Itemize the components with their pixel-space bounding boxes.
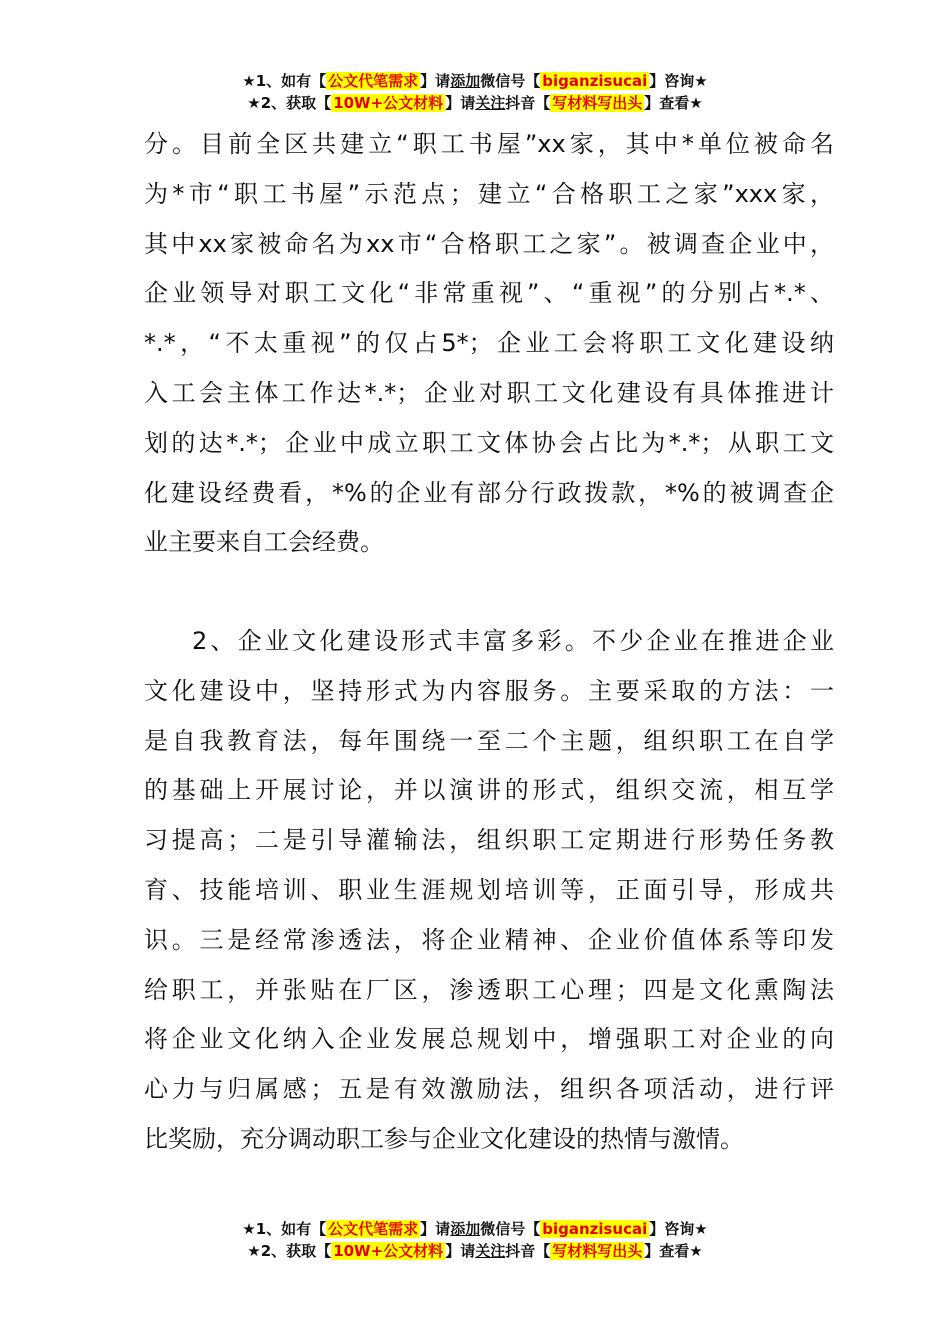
banner-text: 】请 <box>420 72 451 90</box>
text-line: 2、企业文化建设形式丰富多彩。不少企业在推进企业 <box>192 627 834 655</box>
text-line: 比奖励，充分调动职工参与企业文化建设的热情与激情。 <box>144 1124 744 1153</box>
paragraph-1 <box>144 120 834 568</box>
highlight-materials: 10W+公文材料 <box>333 94 444 112</box>
banner-text: 抖音【 <box>505 94 551 112</box>
banner-line-2 <box>0 1240 950 1262</box>
header-banner <box>0 70 950 114</box>
text-line: 的基础上开展讨论，并以演讲的形式，组织交流，相互学 <box>144 776 834 805</box>
text-line: 分。目前全区共建立“职工书屋”xx家，其中*单位被命名 <box>144 130 834 158</box>
highlight-writing-service: 公文代笔需求 <box>328 72 419 90</box>
text-line: 业主要来自工会经费。 <box>144 528 384 557</box>
banner-text: 微信号【 <box>480 72 541 90</box>
text-line: 入工会主体工作达*.*；企业对职工文化建设有具体推进计 <box>144 378 834 407</box>
banner-text: 】查看★ <box>644 1242 703 1260</box>
banner-text: 抖音【 <box>505 1242 551 1260</box>
banner-underline-text: 关注 <box>475 1242 506 1260</box>
highlight-douyin-account: 写材料写出头 <box>552 1242 643 1260</box>
banner-underline-text: 添加 <box>450 72 481 90</box>
highlight-writing-service: 公文代笔需求 <box>328 1220 419 1238</box>
highlight-wechat-id: biganzisucai <box>542 72 648 90</box>
highlight-materials: 10W+公文材料 <box>333 1242 444 1260</box>
banner-text: ★1、如有【 <box>242 72 327 90</box>
banner-text: 】查看★ <box>644 94 703 112</box>
banner-text: ★2、获取【 <box>247 1242 332 1260</box>
text-line: 是自我教育法，每年围绕一至二个主题，组织职工在自学 <box>144 726 834 755</box>
text-line: 文化建设中，坚持形式为内容服务。主要采取的方法：一 <box>144 676 834 705</box>
paragraph-2 <box>144 617 834 1165</box>
banner-underline-text: 关注 <box>475 94 506 112</box>
text-line: 育、技能培训、职业生涯规划培训等，正面引导，形成共 <box>144 875 834 904</box>
banner-text: ★2、获取【 <box>247 94 332 112</box>
highlight-wechat-id: biganzisucai <box>542 1220 648 1238</box>
banner-line-1 <box>0 1218 950 1240</box>
banner-text: 】咨询★ <box>649 72 708 90</box>
highlight-douyin-account: 写材料写出头 <box>552 94 643 112</box>
text-line: 识。三是经常渗透法，将企业精神、企业价值体系等印发 <box>144 925 834 954</box>
banner-text: 】请 <box>445 94 476 112</box>
banner-text: ★1、如有【 <box>242 1220 327 1238</box>
banner-line-1 <box>0 70 950 92</box>
text-line: *.*，“不太重视”的仅占5*；企业工会将职工文化建设纳 <box>144 329 834 358</box>
text-line: 企业领导对职工文化“非常重视”、“重视”的分别占*.*、 <box>144 279 834 308</box>
text-line: 其中xx家被命名为xx市“合格职工之家”。被调查企业中， <box>144 229 834 258</box>
text-line: 为*市“职工书屋”示范点；建立“合格职工之家”xxx家， <box>144 179 834 208</box>
text-line: 化建设经费看，*%的企业有部分行政拨款，*%的被调查企 <box>144 478 834 507</box>
footer-banner <box>0 1218 950 1262</box>
text-line: 习提高；二是引导灌输法，组织职工定期进行形势任务教 <box>144 826 834 855</box>
banner-text: 】请 <box>420 1220 451 1238</box>
banner-line-2 <box>0 92 950 114</box>
text-line: 划的达*.*；企业中成立职工文体协会占比为*.*；从职工文 <box>144 428 834 457</box>
banner-text: 微信号【 <box>480 1220 541 1238</box>
banner-underline-text: 添加 <box>450 1220 481 1238</box>
text-line: 将企业文化纳入企业发展总规划中，增强职工对企业的向 <box>144 1025 834 1054</box>
text-line: 心力与归属感；五是有效激励法，组织各项活动，进行评 <box>144 1075 834 1104</box>
banner-text: 】请 <box>445 1242 476 1260</box>
text-line: 给职工，并张贴在厂区，渗透职工心理；四是文化熏陶法 <box>144 975 834 1004</box>
banner-text: 】咨询★ <box>649 1220 708 1238</box>
